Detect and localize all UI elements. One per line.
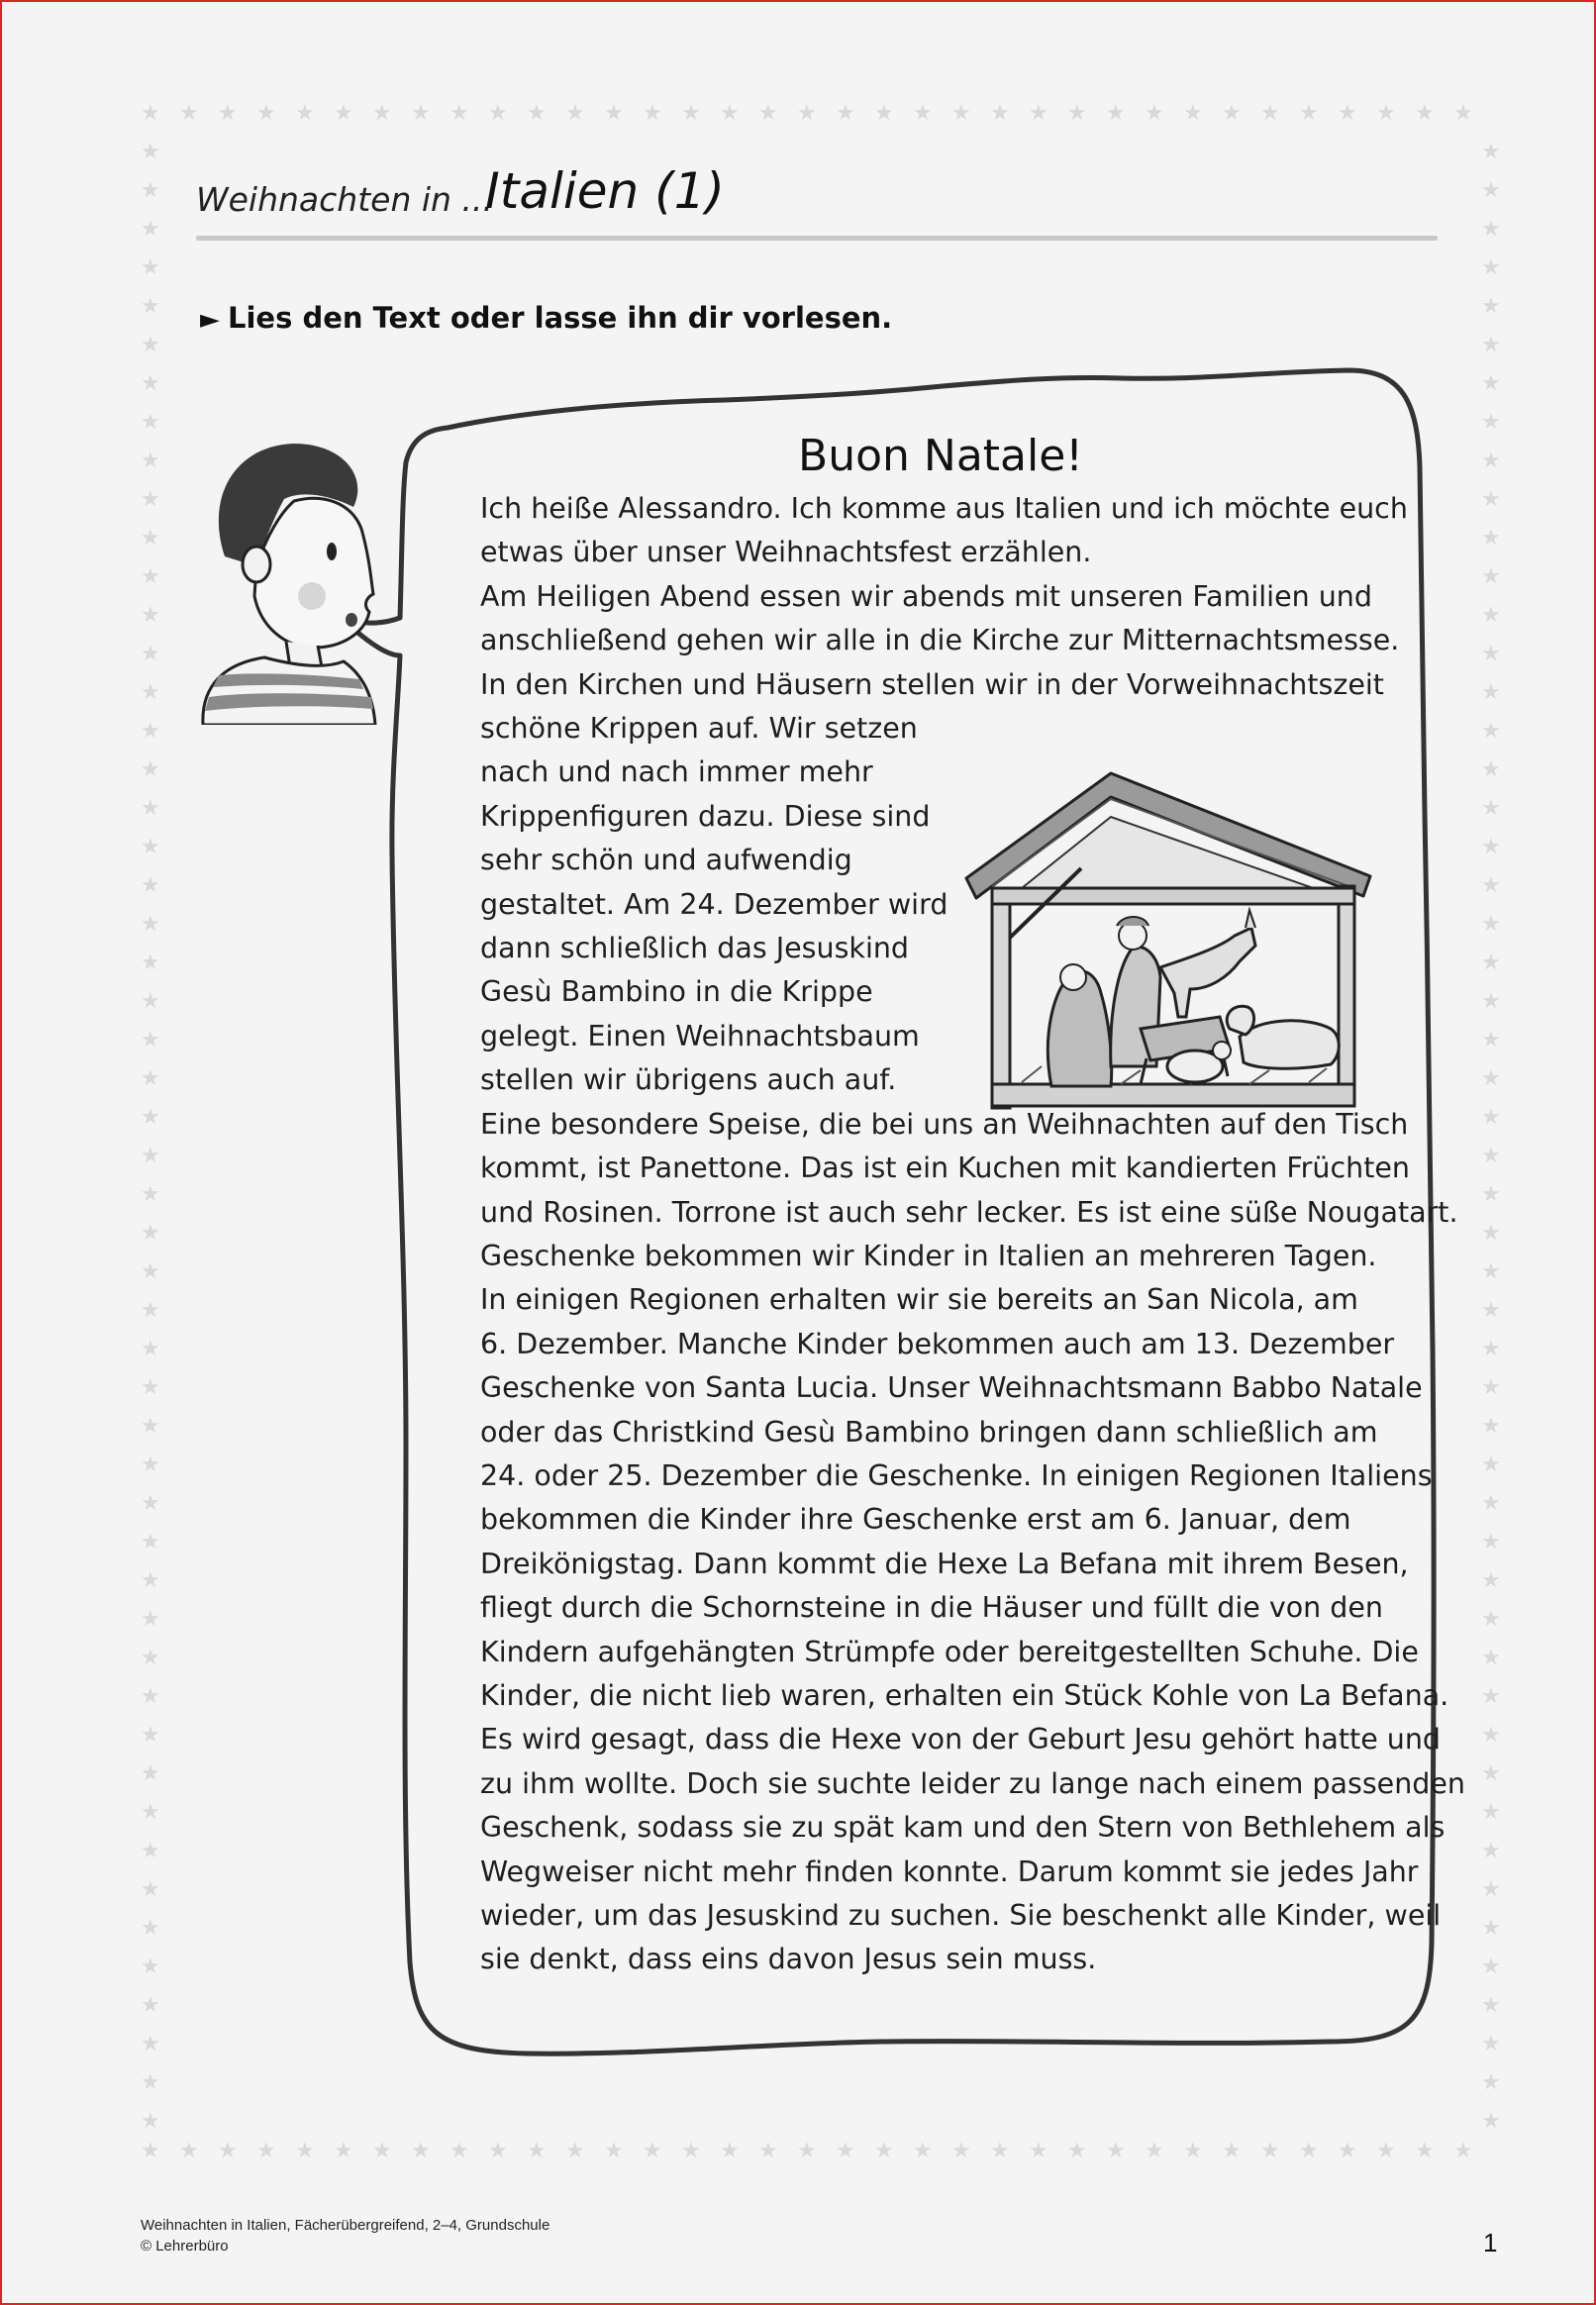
article-line: zu ihm wollte. Doch sie suchte leider zu lange nach einem passenden (480, 1766, 1465, 1800)
star-icon: ★ (141, 564, 160, 589)
star-icon: ★ (141, 1028, 160, 1052)
star-icon: ★ (141, 410, 160, 435)
star-icon: ★ (334, 2139, 353, 2163)
star-icon: ★ (1481, 178, 1501, 203)
article-line: Eine besondere Speise, die bei uns an Weihnachten auf den Tisch (480, 1107, 1409, 1141)
star-icon: ★ (681, 101, 701, 126)
star-icon: ★ (488, 101, 508, 126)
star-icon: ★ (1481, 1646, 1501, 1670)
article-line: schöne Krippen auf. Wir setzen (480, 712, 918, 746)
star-icon: ★ (1183, 2139, 1203, 2163)
star-icon: ★ (913, 2139, 933, 2163)
star-icon: ★ (141, 2032, 160, 2056)
star-icon: ★ (1481, 333, 1501, 357)
star-icon: ★ (1481, 1877, 1501, 1902)
star-icon: ★ (141, 1684, 160, 1709)
star-icon: ★ (527, 2139, 547, 2163)
article-line: dann schließlich das Jesuskind (480, 932, 910, 965)
star-icon: ★ (758, 2139, 778, 2163)
star-icon: ★ (141, 719, 160, 744)
nativity-scene-illustration (962, 769, 1378, 1111)
star-icon: ★ (449, 2139, 469, 2163)
star-icon: ★ (951, 101, 971, 126)
article-line: In den Kirchen und Häusern stellen wir in der Vorweihnachtszeit (480, 667, 1384, 701)
star-icon: ★ (141, 178, 160, 203)
article-line: und Rosinen. Torrone ist auch sehr lecker. Es ist eine süße Nougatart. (480, 1195, 1458, 1229)
article-line: Dreikönigstag. Dann kommt die Hexe La Befana mit ihrem Besen, (480, 1547, 1409, 1580)
star-icon: ★ (1481, 255, 1501, 280)
star-icon: ★ (218, 101, 238, 126)
star-icon: ★ (1481, 217, 1501, 242)
star-icon: ★ (141, 757, 160, 782)
footer (141, 2215, 549, 2256)
star-icon: ★ (604, 2139, 624, 2163)
star-icon: ★ (1338, 2139, 1357, 2163)
star-icon: ★ (141, 1530, 160, 1554)
star-icon: ★ (1481, 835, 1501, 859)
star-icon: ★ (1481, 526, 1501, 551)
star-icon: ★ (1481, 1954, 1501, 1979)
star-icon: ★ (1260, 101, 1280, 126)
star-icon: ★ (1481, 989, 1501, 1014)
star-icon: ★ (643, 2139, 662, 2163)
star-icon: ★ (141, 1916, 160, 1941)
star-icon: ★ (372, 2139, 392, 2163)
star-icon: ★ (141, 796, 160, 821)
star-icon: ★ (141, 989, 160, 1014)
star-icon: ★ (1481, 487, 1501, 512)
star-icon: ★ (141, 1337, 160, 1361)
star-icon: ★ (141, 835, 160, 859)
star-icon: ★ (141, 912, 160, 937)
star-icon: ★ (1481, 1298, 1501, 1323)
star-icon: ★ (256, 2139, 276, 2163)
star-icon: ★ (1376, 2139, 1396, 2163)
star-icon: ★ (565, 101, 585, 126)
article (480, 431, 1465, 1982)
star-icon: ★ (141, 1105, 160, 1130)
article-line: gelegt. Einen Weihnachtsbaum (480, 1019, 920, 1052)
article-line: 24. oder 25. Dezember die Geschenke. In einigen Regionen Italiens (480, 1458, 1433, 1492)
star-icon: ★ (141, 217, 160, 242)
star-icon: ★ (295, 2139, 315, 2163)
star-icon: ★ (1376, 101, 1396, 126)
article-line: Geschenke bekommen wir Kinder in Italien an mehreren Tagen. (480, 1239, 1377, 1272)
star-icon: ★ (1481, 912, 1501, 937)
star-icon: ★ (604, 101, 624, 126)
header-prefix: Weihnachten in ... (196, 180, 493, 219)
footer-source: Weihnachten in Italien, Fächerübergreifend, 2–4, Grundschule (141, 2217, 550, 2234)
article-line: Kinder, die nicht lieb waren, erhalten ein Stück Kohle von La Befana. (480, 1678, 1449, 1712)
star-icon: ★ (1145, 101, 1164, 126)
article-line: kommt, ist Panettone. Das ist ein Kuchen mit kandierten Früchten (480, 1152, 1410, 1185)
star-icon: ★ (141, 1607, 160, 1632)
instruction-text: Lies den Text oder lasse ihn dir vorlesen. (228, 301, 893, 335)
star-icon: ★ (1415, 2139, 1435, 2163)
article-line: sie denkt, dass eins davon Jesus sein muss. (480, 1943, 1097, 1976)
star-icon: ★ (1481, 1453, 1501, 1477)
star-icon: ★ (1481, 873, 1501, 898)
star-icon: ★ (141, 101, 160, 126)
star-icon: ★ (1481, 1839, 1501, 1863)
star-icon: ★ (141, 873, 160, 898)
article-body (480, 487, 1465, 1982)
star-icon: ★ (141, 1568, 160, 1593)
star-icon: ★ (1481, 1221, 1501, 1246)
star-icon: ★ (141, 680, 160, 705)
star-icon: ★ (141, 1414, 160, 1439)
star-icon: ★ (1481, 642, 1501, 666)
article-line: Es wird gesagt, dass die Hexe von der Geburt Jesu gehört hatte und (480, 1723, 1442, 1756)
article-line: Ich heiße Alessandro. Ich komme aus Italien und ich möchte euch (480, 492, 1408, 525)
header-rule (196, 236, 1438, 241)
star-icon: ★ (1481, 1761, 1501, 1786)
star-icon: ★ (874, 101, 894, 126)
star-icon: ★ (179, 2139, 199, 2163)
page-number: 1 (1483, 2228, 1498, 2257)
star-icon: ★ (1481, 564, 1501, 589)
star-icon: ★ (1481, 410, 1501, 435)
star-icon: ★ (141, 449, 160, 473)
star-icon: ★ (527, 101, 547, 126)
star-icon: ★ (681, 2139, 701, 2163)
star-icon: ★ (643, 101, 662, 126)
article-line: In einigen Regionen erhalten wir sie bereits an San Nicola, am (480, 1283, 1358, 1317)
star-icon: ★ (334, 101, 353, 126)
star-icon: ★ (1067, 101, 1087, 126)
star-icon: ★ (1481, 1259, 1501, 1284)
star-icon: ★ (720, 2139, 740, 2163)
article-line: stellen wir übrigens auch auf. (480, 1063, 897, 1097)
star-icon: ★ (1481, 1337, 1501, 1361)
star-icon: ★ (141, 1144, 160, 1168)
star-icon: ★ (1183, 101, 1203, 126)
star-icon: ★ (372, 101, 392, 126)
star-icon: ★ (1481, 449, 1501, 473)
boy-illustration (195, 438, 393, 725)
star-icon: ★ (1481, 951, 1501, 975)
star-icon: ★ (141, 371, 160, 396)
star-icon: ★ (141, 642, 160, 666)
star-icon: ★ (141, 140, 160, 164)
star-icon: ★ (1481, 1105, 1501, 1130)
star-icon: ★ (1029, 2139, 1048, 2163)
article-line: sehr schön und aufwendig (480, 844, 852, 877)
star-icon: ★ (141, 2109, 160, 2134)
star-icon: ★ (1145, 2139, 1164, 2163)
star-icon: ★ (1481, 2032, 1501, 2056)
star-icon: ★ (1481, 680, 1501, 705)
star-icon: ★ (758, 101, 778, 126)
star-icon: ★ (1481, 1800, 1501, 1825)
star-icon: ★ (141, 1877, 160, 1902)
star-icon: ★ (1481, 371, 1501, 396)
star-icon: ★ (141, 1182, 160, 1207)
star-icon: ★ (141, 487, 160, 512)
star-icon: ★ (141, 1993, 160, 2018)
arrow-icon: ► (200, 305, 220, 335)
star-icon: ★ (1481, 1066, 1501, 1091)
star-icon: ★ (797, 101, 817, 126)
article-line: Gesù Bambino in die Krippe (480, 975, 873, 1009)
star-icon: ★ (565, 2139, 585, 2163)
star-icon: ★ (256, 101, 276, 126)
instruction (200, 301, 892, 335)
star-icon: ★ (141, 1259, 160, 1284)
star-icon: ★ (1481, 1607, 1501, 1632)
star-icon: ★ (1415, 101, 1435, 126)
star-icon: ★ (1481, 140, 1501, 164)
star-icon: ★ (1481, 757, 1501, 782)
article-line: Krippenfiguren dazu. Diese sind (480, 799, 931, 833)
star-icon: ★ (141, 1761, 160, 1786)
article-line: oder das Christkind Gesù Bambino bringen dann schließlich am (480, 1415, 1378, 1449)
star-icon: ★ (141, 2139, 160, 2163)
star-icon: ★ (141, 1839, 160, 1863)
star-icon: ★ (1481, 294, 1501, 319)
page-header (196, 160, 1438, 240)
star-icon: ★ (1481, 603, 1501, 628)
star-icon: ★ (720, 101, 740, 126)
star-icon: ★ (1453, 101, 1473, 126)
star-icon: ★ (951, 2139, 971, 2163)
star-icon: ★ (218, 2139, 238, 2163)
star-icon: ★ (141, 1453, 160, 1477)
star-icon: ★ (141, 333, 160, 357)
star-icon: ★ (1481, 719, 1501, 744)
star-icon: ★ (1481, 1028, 1501, 1052)
star-icon: ★ (1481, 1491, 1501, 1516)
star-icon: ★ (1481, 1375, 1501, 1400)
star-icon: ★ (1481, 1993, 1501, 2018)
star-icon: ★ (913, 101, 933, 126)
star-icon: ★ (141, 1066, 160, 1091)
star-icon: ★ (141, 1723, 160, 1748)
article-line: gestaltet. Am 24. Dezember wird (480, 887, 948, 921)
star-icon: ★ (488, 2139, 508, 2163)
star-icon: ★ (295, 101, 315, 126)
article-line: wieder, um das Jesuskind zu suchen. Sie beschenkt alle Kinder, weil (480, 1899, 1442, 1932)
star-icon: ★ (141, 951, 160, 975)
star-icon: ★ (1481, 1916, 1501, 1941)
star-icon: ★ (1481, 1414, 1501, 1439)
page-title: Italien (1) (485, 162, 725, 220)
article-heading: Buon Natale! (798, 431, 1083, 481)
star-icon: ★ (1338, 101, 1357, 126)
star-icon: ★ (1481, 1182, 1501, 1207)
star-icon: ★ (836, 2139, 855, 2163)
star-icon: ★ (1481, 2070, 1501, 2095)
star-icon: ★ (411, 2139, 431, 2163)
star-icon: ★ (141, 1375, 160, 1400)
star-icon: ★ (1222, 101, 1242, 126)
article-line: nach und nach immer mehr (480, 755, 873, 789)
star-icon: ★ (797, 2139, 817, 2163)
star-icon: ★ (990, 2139, 1010, 2163)
star-icon: ★ (1222, 2139, 1242, 2163)
star-icon: ★ (141, 1298, 160, 1323)
star-icon: ★ (449, 101, 469, 126)
star-icon: ★ (990, 101, 1010, 126)
star-icon: ★ (1453, 2139, 1473, 2163)
star-icon: ★ (1481, 1568, 1501, 1593)
star-icon: ★ (1029, 101, 1048, 126)
star-icon: ★ (1481, 796, 1501, 821)
star-icon: ★ (141, 2070, 160, 2095)
article-line: Kindern aufgehängten Strümpfe oder bereitgestellten Schuhe. Die (480, 1635, 1419, 1668)
article-line: Am Heiligen Abend essen wir abends mit unseren Familien und (480, 579, 1372, 613)
star-icon: ★ (1106, 2139, 1126, 2163)
star-icon: ★ (141, 1221, 160, 1246)
footer-copyright: © Lehrerbüro (141, 2238, 229, 2255)
star-icon: ★ (1106, 101, 1126, 126)
star-icon: ★ (1481, 1144, 1501, 1168)
star-icon: ★ (874, 2139, 894, 2163)
star-icon: ★ (1067, 2139, 1087, 2163)
star-icon: ★ (141, 294, 160, 319)
star-icon: ★ (141, 1646, 160, 1670)
article-line: etwas über unser Weihnachtsfest erzählen. (480, 536, 1092, 569)
star-icon: ★ (179, 101, 199, 126)
star-icon: ★ (141, 526, 160, 551)
star-icon: ★ (1481, 1684, 1501, 1709)
article-line: Wegweiser nicht mehr finden konnte. Darum kommt sie jedes Jahr (480, 1854, 1419, 1888)
article-line: fliegt durch die Schornsteine in die Häuser und füllt die von den (480, 1591, 1383, 1625)
star-icon: ★ (1481, 2109, 1501, 2134)
article-line: Geschenk, sodass sie zu spät kam und den Stern von Bethlehem als (480, 1811, 1446, 1845)
star-icon: ★ (141, 1800, 160, 1825)
star-icon: ★ (1260, 2139, 1280, 2163)
article-line: 6. Dezember. Manche Kinder bekommen auch am 13. Dezember (480, 1327, 1395, 1360)
star-icon: ★ (1481, 1723, 1501, 1748)
star-icon: ★ (1481, 1530, 1501, 1554)
article-line: Geschenke von Santa Lucia. Unser Weihnachtsmann Babbo Natale (480, 1371, 1423, 1405)
star-icon: ★ (1299, 101, 1319, 126)
article-line: anschließend gehen wir alle in die Kirche zur Mitternachtsmesse. (480, 624, 1400, 657)
star-icon: ★ (836, 101, 855, 126)
star-icon: ★ (141, 255, 160, 280)
star-icon: ★ (141, 603, 160, 628)
article-line: bekommen die Kinder ihre Geschenke erst am 6. Januar, dem (480, 1503, 1351, 1537)
star-icon: ★ (141, 1954, 160, 1979)
star-icon: ★ (411, 101, 431, 126)
star-icon: ★ (1299, 2139, 1319, 2163)
star-icon: ★ (141, 1491, 160, 1516)
